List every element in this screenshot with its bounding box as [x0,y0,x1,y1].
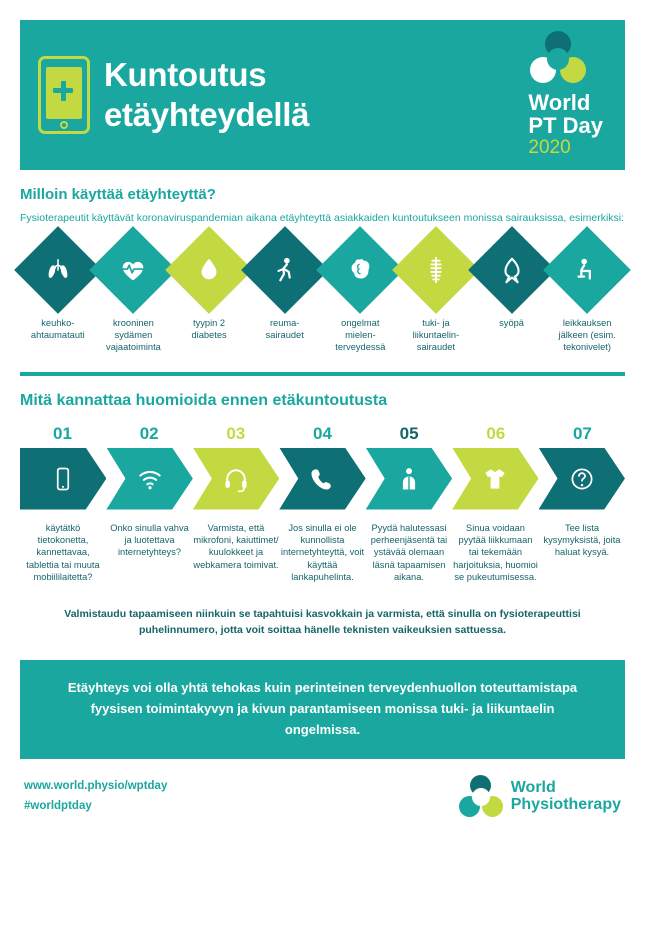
section1-intro: Fysioterapeutit käyttävät koronaviruspandemian aikana etäyhteyttä asiakkaiden kuntoutukseen monissa sairauksissa, esimerkiksi: [20,212,625,224]
tip-text: Tee lista kysymyksistä, joita haluat kysyä. [543,522,621,558]
tablet-icon [20,448,106,510]
section-divider [20,372,625,376]
condition-item [323,239,399,354]
tip-number: 01 [53,423,72,443]
condition-label: keuhko- ahtaumatauti [30,317,85,341]
footer-hashtag: #worldptday [24,799,92,812]
spine-icon [392,226,480,314]
conditions-row [20,239,625,354]
tip-text: Varmista, että mikrofoni, kaiuttimet/ kuulokkeet ja webkamera toimivat. [193,522,279,570]
condition-label: tuki- ja liikuntaelin- sairaudet [412,317,460,353]
section2-title: Mitä kannattaa huomioida ennen etäkuntoutusta [20,391,388,409]
condition-label: tyypin 2 diabetes [191,317,227,341]
condition-label: leikkauksen jälkeen (esim. tekonivelet) [558,317,616,353]
tip-number: 04 [313,423,332,443]
tips-number-row [20,424,625,444]
condition-label: syöpä [499,317,524,328]
callout-banner: Etäyhteys voi olla yhtä tehokas kuin perinteinen terveydenhuollon toteuttamistapa fyysisen toimintakyvyn ja kivun parantamiseen monissa tuki- ja liikuntaelin ongelmissa. [20,660,625,758]
tip-text: Onko sinulla vahva ja luotettava internetyhteys? [110,522,189,558]
tip-text: Jos sinulla ei ole kunnollista internetyhteyttä, voit käyttää lankapuhelinta. [280,522,365,583]
condition-item [96,239,172,354]
footer-url[interactable]: www.world.physio/wptday [24,780,168,793]
logo-line2: PT Day [528,113,603,139]
header-banner [20,20,625,170]
world-physiotherapy-logo [459,775,621,819]
condition-item [549,239,625,354]
tips-arrow-row [20,448,625,510]
condition-item [247,239,323,342]
condition-label: krooninen sydämen vajaatoiminta [106,317,161,353]
headset-icon [193,448,279,510]
logo-line1: World [528,89,591,115]
tip-text: Pyydä halutessasi perheenjäsentä tai ystävää olemaan läsnä tapaamisen aikana. [370,522,448,583]
tip-number: 03 [226,423,246,443]
blood-drop-icon [165,226,253,314]
tip-text: Sinua voidaan pyytää liikkumaan tai tekemään harjoituksia, huomioi se pukeutumisessa. [453,522,538,583]
family-icon [366,448,452,510]
footer [20,775,625,819]
section1-title: Milloin käyttää etäyhteyttä? [20,186,216,203]
wifi-icon [106,448,192,510]
world-physiotherapy-mark-icon [459,775,503,819]
tip-number: 05 [399,423,419,443]
condition-label: reuma- sairaudet [265,317,304,341]
condition-item [20,239,96,342]
page-title [104,55,528,136]
footer-logo-line1: World [510,778,556,796]
logo-year: 2020 [528,137,571,159]
mobile-health-icon [38,56,90,134]
world-pt-day-mark-icon [530,31,586,87]
knee-rehab-icon [543,226,631,314]
tip-text: käytätkö tietokonetta, kannettavaa, tablettia tai muuta mobiililaitetta? [26,522,100,583]
tip-number: 06 [486,423,506,443]
page-title-line2: etäyhteydellä [104,96,310,133]
tshirt-icon [452,448,538,510]
question-icon [539,448,625,510]
footer-links [24,777,167,816]
tip-number: 02 [139,423,159,443]
condition-item [474,239,550,329]
world-pt-day-logo [528,31,603,159]
tip-number: 07 [572,423,592,443]
preparation-note: Valmistaudu tapaamiseen niinkuin se tapahtuisi kasvokkain ja varmista, että sinulla on fysioterapeuttisi puhelinnumero, jotta voit soittaa hänelle teknisten vaikeuksien sattuessa. [64,607,581,637]
condition-label: ongelmat mielen- terveydessä [335,317,386,353]
tips-label-row [20,522,625,584]
phone-handset-icon [279,448,365,510]
footer-logo-line2: Physiotherapy [510,795,621,813]
page-title-line1: Kuntoutus [104,55,267,93]
condition-item [398,239,474,354]
condition-item [171,239,247,342]
